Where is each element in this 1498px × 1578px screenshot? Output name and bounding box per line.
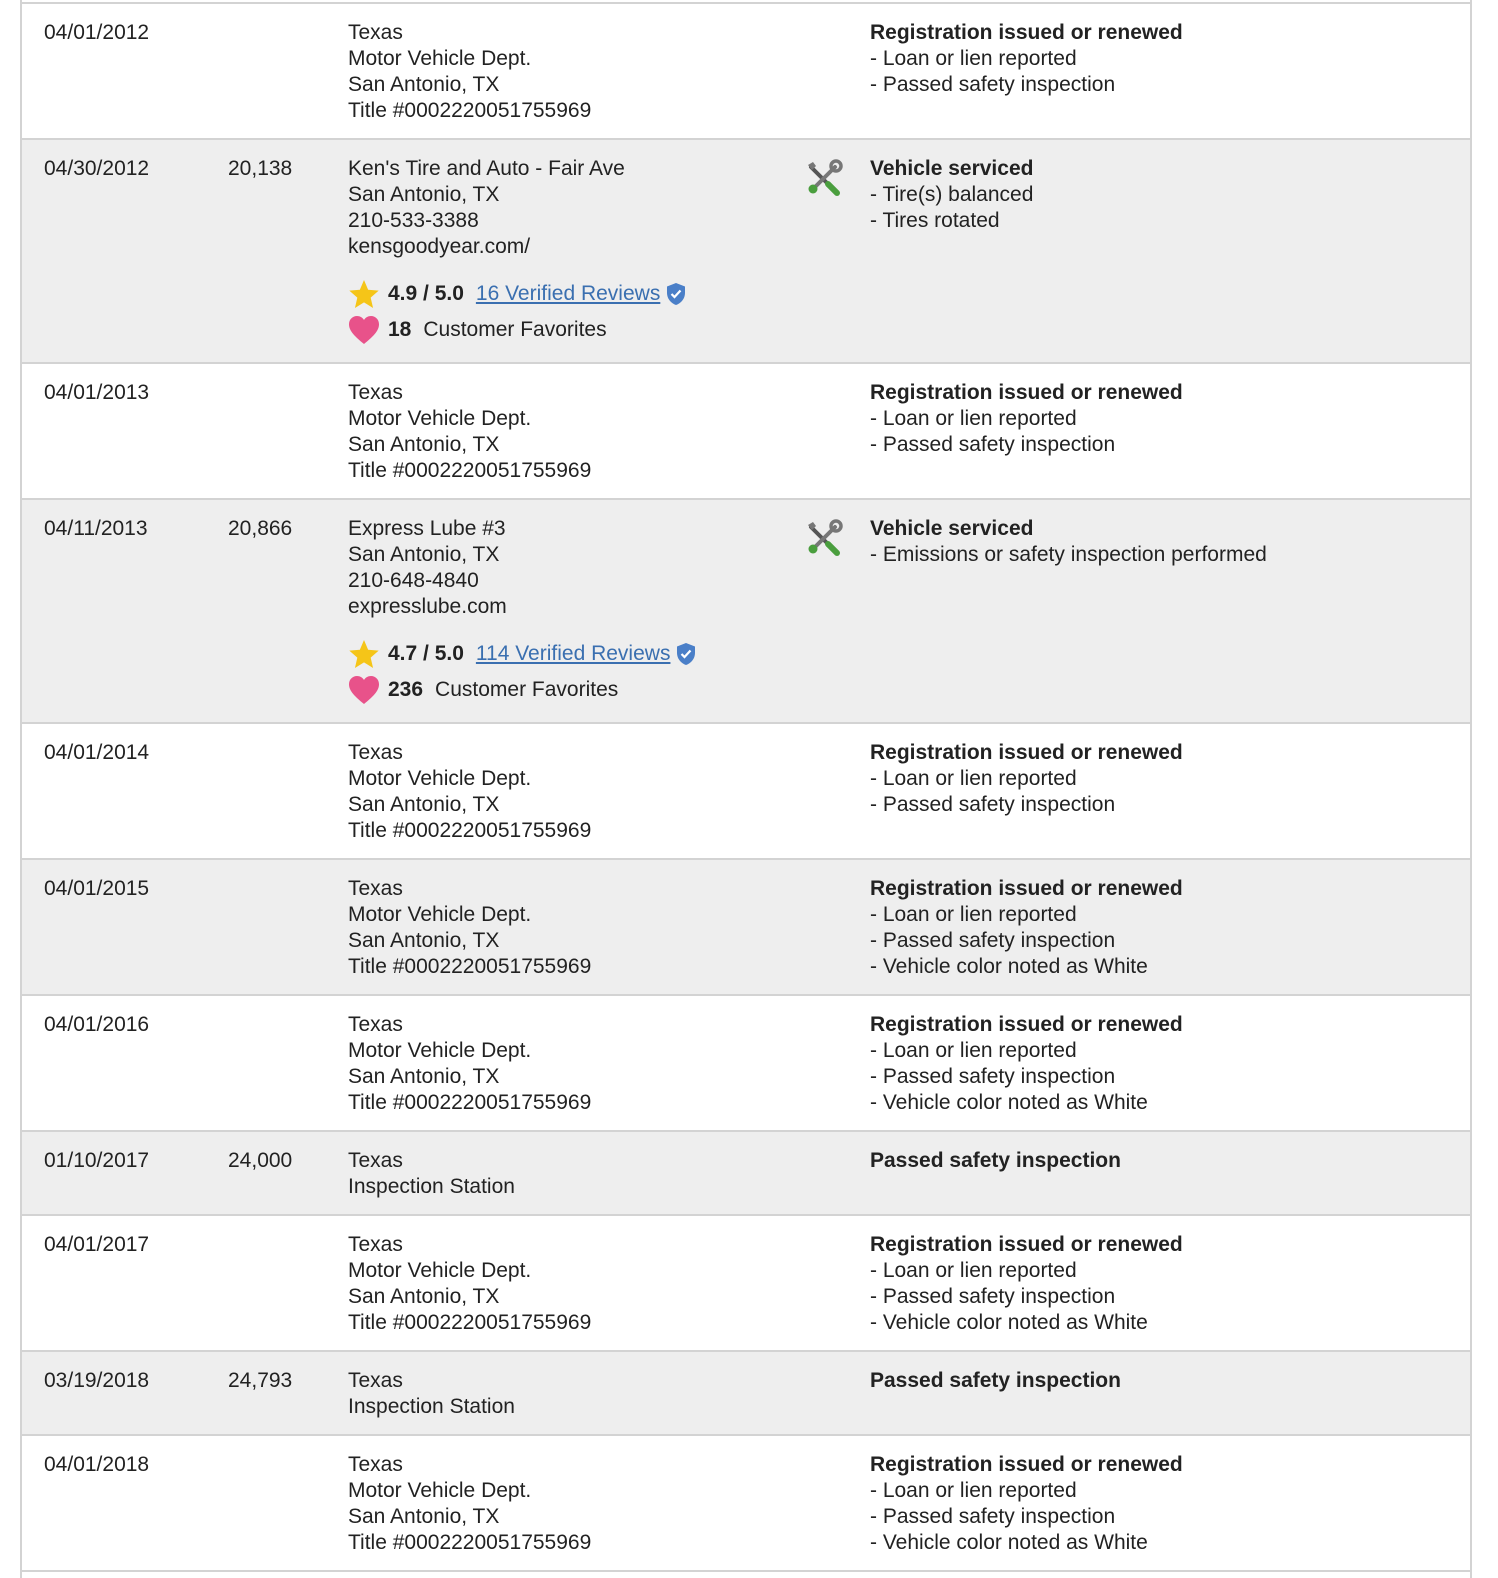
description-title: Registration issued or renewed (870, 741, 1183, 764)
description-item: - Loan or lien reported (870, 47, 1077, 70)
row-description (870, 380, 1450, 458)
description-title: Vehicle serviced (870, 517, 1034, 540)
description-item: - Vehicle color noted as White (870, 1311, 1148, 1334)
source-line: Texas (348, 21, 403, 44)
row-mileage: 24,000 (228, 1149, 293, 1172)
row-date: 04/01/2014 (44, 741, 150, 764)
favorites-line (348, 672, 788, 708)
favorites-count: 236 (388, 678, 424, 701)
heart-icon (348, 315, 380, 345)
verified-shield-icon (676, 643, 696, 665)
table-row (22, 724, 1470, 860)
row-mileage: 20,138 (228, 157, 293, 180)
row-description (870, 1232, 1450, 1336)
history-rows (22, 4, 1470, 1572)
source-line: Texas (348, 381, 403, 404)
description-item: - Passed safety inspection (870, 73, 1116, 96)
rating-line (348, 636, 788, 672)
row-description (870, 20, 1450, 98)
description-item: - Vehicle color noted as White (870, 1531, 1148, 1554)
description-title: Registration issued or renewed (870, 1013, 1183, 1036)
description-item: - Passed safety inspection (870, 1065, 1116, 1088)
row-description (870, 1148, 1450, 1174)
source-website[interactable]: kensgoodyear.com/ (348, 235, 531, 258)
description-title: Registration issued or renewed (870, 381, 1183, 404)
row-date: 04/11/2013 (44, 517, 148, 540)
rating-line (348, 276, 788, 312)
source-line: Motor Vehicle Dept. (348, 903, 532, 926)
description-item: - Loan or lien reported (870, 407, 1077, 430)
verified-reviews-link[interactable]: 114 Verified Reviews (475, 642, 671, 665)
row-source (348, 1232, 788, 1336)
row-description (870, 876, 1450, 980)
description-item: - Passed safety inspection (870, 793, 1116, 816)
source-line: Texas (348, 1149, 403, 1172)
description-item: - Passed safety inspection (870, 1505, 1116, 1528)
source-line: Title #0002220051755969 (348, 955, 592, 978)
favorites-line (348, 312, 788, 348)
description-item: - Vehicle color noted as White (870, 1091, 1148, 1114)
table-row (22, 500, 1470, 724)
row-source (348, 876, 788, 980)
row-source (348, 1368, 788, 1420)
source-line: Ken's Tire and Auto - Fair Ave (348, 157, 625, 180)
row-date: 04/01/2017 (44, 1233, 150, 1256)
row-description (870, 1368, 1450, 1394)
description-item: - Loan or lien reported (870, 1259, 1077, 1282)
source-line: San Antonio, TX (348, 793, 500, 816)
source-line: San Antonio, TX (348, 543, 500, 566)
source-line: San Antonio, TX (348, 1285, 500, 1308)
star-icon (348, 638, 380, 670)
row-date: 03/19/2018 (44, 1369, 150, 1392)
row-mileage: 24,793 (228, 1369, 293, 1392)
row-source (348, 20, 788, 124)
source-line: San Antonio, TX (348, 73, 500, 96)
row-source (348, 1012, 788, 1116)
description-item: - Passed safety inspection (870, 1285, 1116, 1308)
description-item: - Loan or lien reported (870, 1039, 1077, 1062)
description-item: - Vehicle color noted as White (870, 955, 1148, 978)
source-website[interactable]: expresslube.com (348, 595, 507, 618)
table-row (22, 140, 1470, 364)
table-row (22, 1132, 1470, 1216)
row-date: 04/01/2013 (44, 381, 150, 404)
source-line: San Antonio, TX (348, 183, 500, 206)
table-row (22, 4, 1470, 140)
row-date: 04/01/2018 (44, 1453, 150, 1476)
description-item: - Tires rotated (870, 209, 1000, 232)
row-source (348, 380, 788, 484)
source-line: San Antonio, TX (348, 1505, 500, 1528)
source-line: San Antonio, TX (348, 433, 500, 456)
favorites-count: 18 (388, 318, 412, 341)
description-item: - Loan or lien reported (870, 903, 1077, 926)
description-item: - Emissions or safety inspection performed (870, 543, 1267, 566)
shop-ratings (348, 276, 788, 348)
description-item: - Passed safety inspection (870, 433, 1116, 456)
source-line: Title #0002220051755969 (348, 819, 592, 842)
row-source (348, 1148, 788, 1200)
favorites-label: Customer Favorites (423, 318, 607, 341)
source-line: Texas (348, 1233, 403, 1256)
wrench-screwdriver-icon (804, 158, 844, 198)
shop-ratings (348, 636, 788, 708)
description-title: Passed safety inspection (870, 1369, 1121, 1392)
row-source (348, 1452, 788, 1556)
source-line: Motor Vehicle Dept. (348, 47, 532, 70)
rating-value: 4.9 / 5.0 (388, 282, 464, 305)
wrench-screwdriver-icon (804, 518, 844, 558)
row-mileage: 20,866 (228, 517, 293, 540)
source-line: Texas (348, 1369, 403, 1392)
source-line: Inspection Station (348, 1395, 515, 1418)
source-line: Title #0002220051755969 (348, 99, 592, 122)
row-source (348, 740, 788, 844)
table-row (22, 1216, 1470, 1352)
vehicle-history-table (20, 0, 1472, 1578)
source-line: Motor Vehicle Dept. (348, 767, 532, 790)
description-item: - Loan or lien reported (870, 1479, 1077, 1502)
table-row (22, 1436, 1470, 1572)
row-date: 01/10/2017 (44, 1149, 150, 1172)
description-item: - Passed safety inspection (870, 929, 1116, 952)
table-row (22, 860, 1470, 996)
row-date: 04/01/2015 (44, 877, 150, 900)
source-line: Texas (348, 741, 403, 764)
source-line: Title #0002220051755969 (348, 1311, 592, 1334)
row-source (348, 516, 788, 708)
source-line: 210-648-4840 (348, 569, 479, 592)
source-line: San Antonio, TX (348, 1065, 500, 1088)
description-title: Registration issued or renewed (870, 1453, 1183, 1476)
source-line: Motor Vehicle Dept. (348, 407, 532, 430)
description-title: Vehicle serviced (870, 157, 1034, 180)
source-line: Express Lube #3 (348, 517, 506, 540)
source-line: Texas (348, 877, 403, 900)
source-line: San Antonio, TX (348, 929, 500, 952)
row-description (870, 740, 1450, 818)
verified-shield-icon (666, 283, 686, 305)
row-description (870, 1012, 1450, 1116)
table-row (22, 1352, 1470, 1436)
row-description (870, 1452, 1450, 1556)
row-date: 04/01/2016 (44, 1013, 150, 1036)
description-title: Registration issued or renewed (870, 877, 1183, 900)
heart-icon (348, 675, 380, 705)
description-title: Registration issued or renewed (870, 1233, 1183, 1256)
row-source (348, 156, 788, 348)
description-title: Registration issued or renewed (870, 21, 1183, 44)
source-line: Texas (348, 1453, 403, 1476)
source-line: 210-533-3388 (348, 209, 479, 232)
table-row (22, 364, 1470, 500)
row-description (870, 516, 1450, 568)
source-line: Title #0002220051755969 (348, 1531, 592, 1554)
description-item: - Tire(s) balanced (870, 183, 1034, 206)
source-line: Motor Vehicle Dept. (348, 1479, 532, 1502)
source-line: Inspection Station (348, 1175, 515, 1198)
verified-reviews-link[interactable]: 16 Verified Reviews (475, 282, 661, 305)
table-continuation (22, 1572, 1470, 1578)
source-line: Motor Vehicle Dept. (348, 1039, 532, 1062)
description-title: Passed safety inspection (870, 1149, 1121, 1172)
rating-value: 4.7 / 5.0 (388, 642, 464, 665)
source-line: Title #0002220051755969 (348, 1091, 592, 1114)
row-date: 04/30/2012 (44, 157, 150, 180)
table-row (22, 996, 1470, 1132)
star-icon (348, 278, 380, 310)
source-line: Texas (348, 1013, 403, 1036)
row-description (870, 156, 1450, 234)
source-line: Motor Vehicle Dept. (348, 1259, 532, 1282)
row-date: 04/01/2012 (44, 21, 150, 44)
description-item: - Loan or lien reported (870, 767, 1077, 790)
source-line: Title #0002220051755969 (348, 459, 592, 482)
favorites-label: Customer Favorites (435, 678, 619, 701)
